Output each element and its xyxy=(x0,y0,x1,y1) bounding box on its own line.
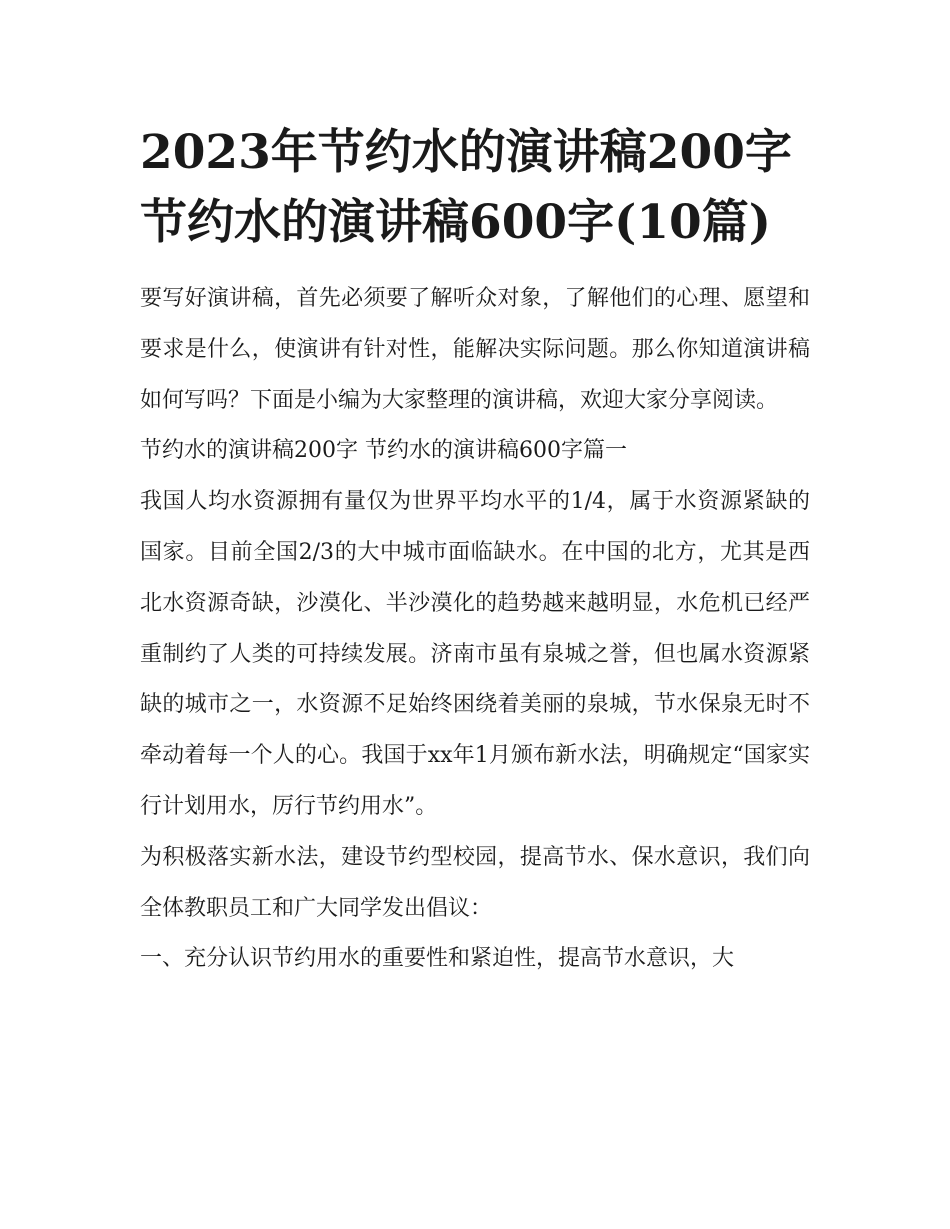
title-line-1: 2023年节约水的演讲稿200字 xyxy=(140,125,792,180)
intro-paragraph: 要写好演讲稿，首先必须要了解听众对象，了解他们的心理、愿望和要求是什么，使演讲有针对性，能解决实际问题。那么你知道演讲稿如何写吗？下面是小编为大家整理的演讲稿，欢迎大家分享阅读。 xyxy=(140,286,810,413)
document-title xyxy=(140,118,810,258)
body-paragraph: 为积极落实新水法，建设节约型校园，提高节水、保水意识，我们向全体教职员工和广大同学发出倡议： xyxy=(140,844,810,921)
body-paragraph: 一、充分认识节约用水的重要性和紧迫性，提高节水意识，大 xyxy=(140,946,735,972)
title-line-2: 节约水的演讲稿600字(10篇) xyxy=(140,195,771,250)
section-heading: 节约水的演讲稿200字 节约水的演讲稿600字篇一 xyxy=(140,438,627,464)
document-body xyxy=(140,274,810,985)
body-paragraph: 我国人均水资源拥有量仅为世界平均水平的1/4，属于水资源紧缺的国家。目前全国2/3的大中城市面临缺水。在中国的北方，尤其是西北水资源奇缺，沙漠化、半沙漠化的趋势越来越明显，水危机已经严重制约了人类的可持续发展。济南市虽有泉城之誉，但也属水资源紧缺的城市之一，水资源不足始终困绕着美丽的泉城，节水保泉无时不牵动着每一个人的心。我国于xx年1月颁布新水法，明确规定“国家实行计划用水，厉行节约用水”。 xyxy=(140,489,810,819)
document-page xyxy=(140,118,810,985)
